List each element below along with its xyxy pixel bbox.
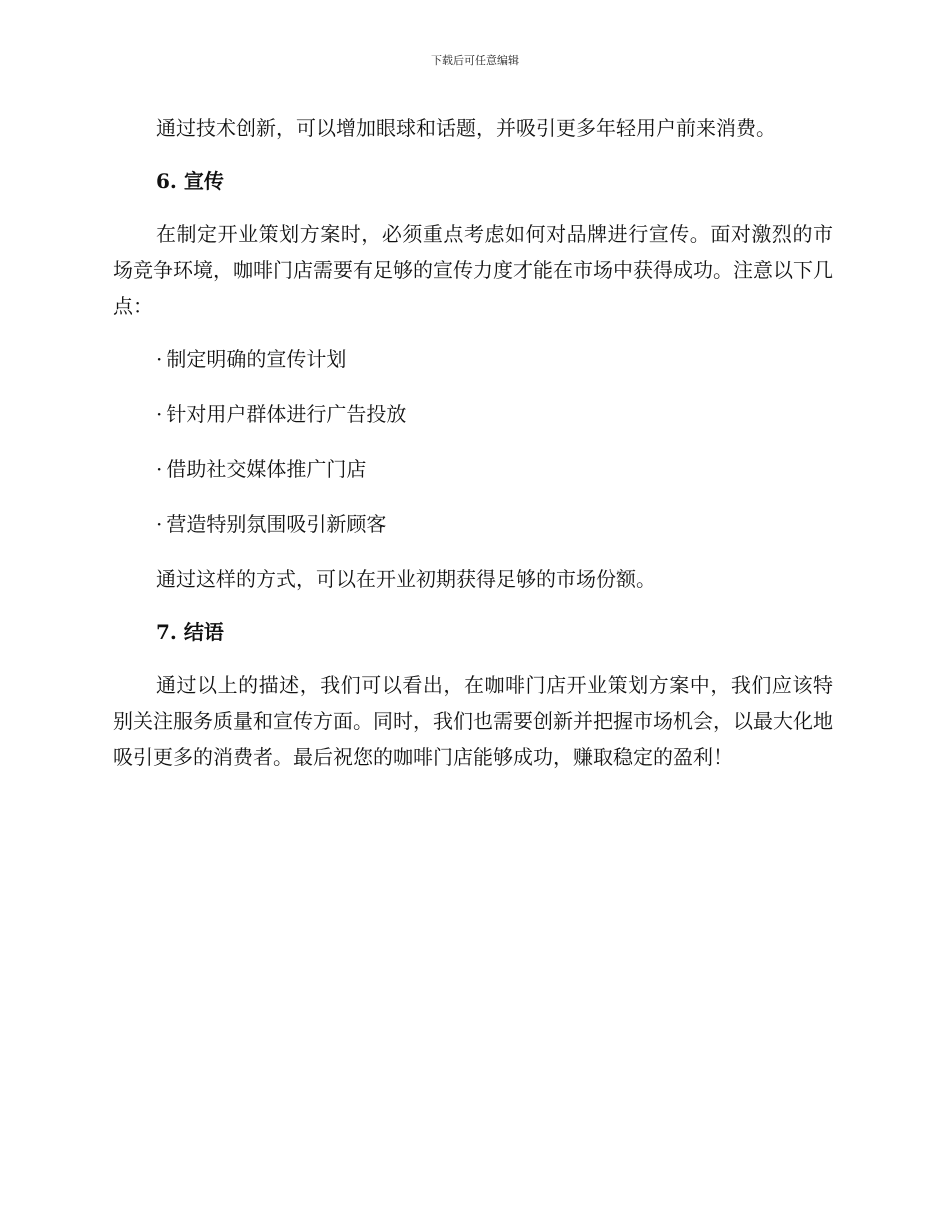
- bullet-text: 借助社交媒体推广门店: [166, 457, 367, 481]
- section-7-paragraph: 通过以上的描述，我们可以看出，在咖啡门店开业策划方案中，我们应该特别关注服务质量和宣传方面。同时，我们也需要创新并把握市场机会，以最大化地吸引更多的消费者。最后祝您的咖啡门店能够成功，赚取稳定的盈利！: [113, 673, 833, 769]
- page-header: 下载后可任意编辑: [431, 54, 519, 67]
- bullet-text: 制定明确的宣传计划: [166, 347, 347, 371]
- bullet-marker: ·: [156, 402, 163, 426]
- bullet-marker: ·: [156, 457, 163, 481]
- list-item: [113, 506, 833, 542]
- document-body: [113, 110, 833, 792]
- bullet-marker: ·: [156, 347, 163, 371]
- section-7-title: 7. 结语: [156, 620, 224, 644]
- list-item: [113, 341, 833, 377]
- section-6-closing: 通过这样的方式，可以在开业初期获得足够的市场份额。: [156, 567, 656, 591]
- list-item: [113, 451, 833, 487]
- intro-paragraph: 通过技术创新，可以增加眼球和话题，并吸引更多年轻用户前来消费。: [156, 116, 776, 140]
- section-6-title: 6. 宣传: [156, 169, 224, 193]
- section-6-paragraph: 在制定开业策划方案时，必须重点考虑如何对品牌进行宣传。面对激烈的市场竞争环境，咖啡门店需要有足够的宣传力度才能在市场中获得成功。注意以下几点：: [113, 222, 833, 318]
- section-6-bullet-list: [113, 341, 833, 542]
- list-item: [113, 396, 833, 432]
- bullet-marker: ·: [156, 512, 163, 536]
- bullet-text: 营造特别氛围吸引新顾客: [166, 512, 387, 536]
- bullet-text: 针对用户群体进行广告投放: [166, 402, 407, 426]
